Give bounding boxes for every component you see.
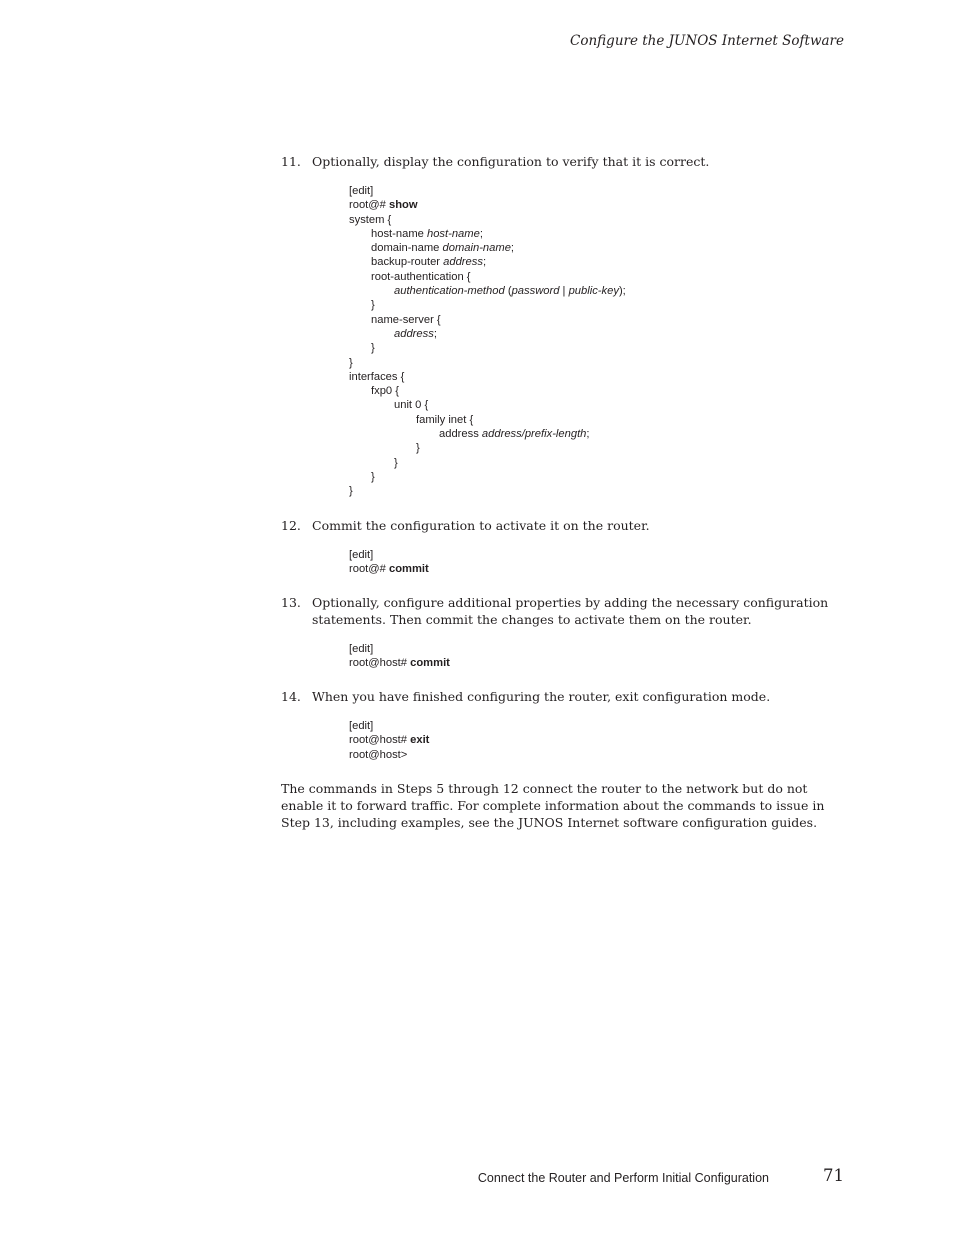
code-line (349, 733, 829, 747)
step-text: Commit the configuration to activate it on the router. (312, 518, 650, 533)
step-number: 14. (281, 689, 301, 704)
prompt: root@host# (349, 657, 411, 670)
code-line: } (371, 342, 375, 355)
command: show (388, 199, 418, 212)
step-number: 12. (281, 518, 301, 533)
prompt: root@host# (349, 734, 411, 747)
page-number: 71 (823, 1166, 844, 1185)
step-number: 13. (281, 595, 301, 610)
variable: address (394, 327, 434, 340)
punct: ); (618, 285, 626, 298)
command: commit (388, 563, 429, 576)
running-header: Configure the JUNOS Internet Software (570, 33, 844, 49)
step-14 (281, 688, 841, 705)
code-line: [edit] (349, 185, 374, 197)
keyword: address (439, 428, 482, 441)
punct: ; (586, 428, 590, 441)
code-line (349, 284, 829, 298)
punct: ( (504, 285, 512, 298)
code-line: [edit] (349, 643, 374, 655)
step-11 (281, 153, 841, 170)
command: exit (410, 734, 430, 747)
variable: authentication-method (394, 285, 505, 298)
code-line (349, 327, 829, 341)
code-line: } (371, 470, 375, 483)
code-line: fxp0 { (371, 385, 399, 398)
variable: password (511, 285, 560, 298)
footer-chapter-title: Connect the Router and Perform Initial Configuration (477, 1171, 769, 1185)
step-13 (281, 594, 841, 628)
code-line: } (394, 456, 398, 469)
step-text: Optionally, configure additional properties by adding the necessary configuration statements. Then commit the changes to activate them on the router. (312, 595, 829, 627)
variable: public-key (568, 285, 619, 298)
prompt: root@# (349, 199, 389, 212)
code-line: [edit] (349, 549, 374, 561)
keyword: backup-router (371, 256, 444, 269)
keyword: host-name (371, 227, 427, 240)
command: commit (410, 657, 450, 670)
code-block-commit (349, 548, 829, 577)
prompt: root@# (349, 563, 389, 576)
variable: address (443, 256, 483, 269)
variable: domain-name (442, 242, 511, 255)
code-line: name-server { (371, 313, 441, 326)
code-line: root-authentication { (371, 270, 471, 283)
code-line (349, 427, 829, 441)
code-block-show (349, 184, 829, 499)
code-line (349, 656, 829, 670)
code-line: } (349, 356, 353, 369)
step-text: When you have finished configuring the router, exit configuration mode. (312, 689, 771, 704)
code-line (349, 227, 829, 241)
step-number: 11. (281, 154, 301, 169)
punct: ; (479, 227, 483, 240)
code-line: interfaces { (349, 370, 405, 383)
step-text: Optionally, display the configuration to verify that it is correct. (312, 154, 710, 169)
keyword: domain-name (371, 242, 443, 255)
code-line: root@host> (349, 748, 408, 761)
punct: ; (482, 256, 487, 269)
punct: ; (510, 242, 515, 255)
code-line: [edit] (349, 720, 374, 732)
code-line: system { (349, 213, 392, 226)
closing-paragraph: The commands in Steps 5 through 12 connect the router to the network but do not enable it to forward traffic. For complete information about the commands to issue in Step 13, including examples, see the JUNOS Internet software configuration guides. (281, 781, 825, 830)
code-line: } (349, 485, 353, 498)
code-line: } (371, 299, 375, 312)
code-line (349, 198, 829, 212)
code-line: unit 0 { (394, 399, 429, 412)
code-block-commit-host (349, 642, 829, 671)
punct: | (559, 285, 569, 298)
variable: host-name (426, 227, 480, 240)
variable: address/prefix-length (481, 428, 587, 441)
code-line: family inet { (416, 413, 474, 426)
punct: ; (433, 327, 437, 340)
code-line: } (416, 442, 420, 455)
code-line (349, 241, 829, 255)
code-line (349, 562, 829, 576)
step-12 (281, 517, 841, 534)
code-line (349, 255, 829, 269)
code-block-exit (349, 719, 829, 762)
